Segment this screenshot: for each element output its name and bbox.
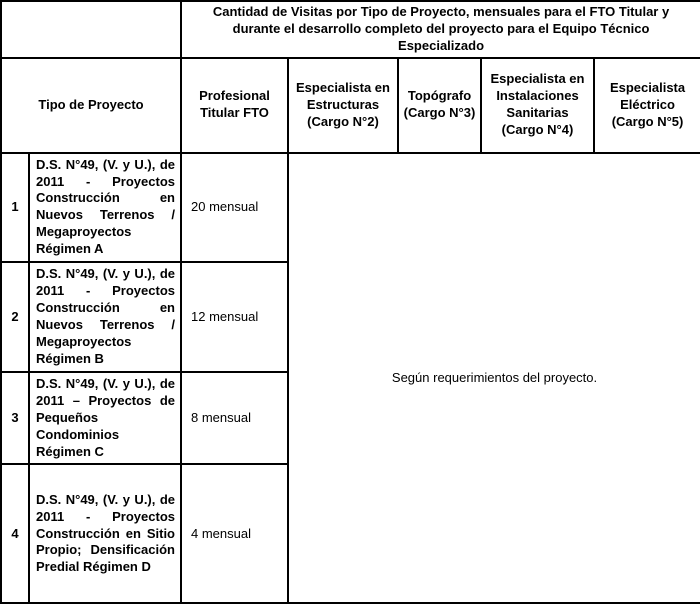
- fto-visits-value: 12 mensual: [181, 262, 288, 372]
- row-number: 3: [1, 372, 29, 464]
- row-number: 2: [1, 262, 29, 372]
- header-topografo: Topógrafo (Cargo N°3): [398, 58, 481, 153]
- merged-requirements-note: Según requerimientos del proyecto.: [288, 153, 700, 604]
- fto-visits-value: 8 mensual: [181, 372, 288, 464]
- header-especialista-electrico: Especialista Eléctrico (Cargo N°5): [594, 58, 700, 153]
- project-description: D.S. N°49, (V. y U.), de 2011 – Proyectos de Pequeños Condominios Régimen C: [29, 372, 181, 464]
- row-number: 1: [1, 153, 29, 262]
- fto-visits-value: 4 mensual: [181, 464, 288, 603]
- project-description: D.S. N°49, (V. y U.), de 2011 - Proyectos Construcción en Nuevos Terrenos / Megaproyectos Régimen A: [29, 153, 181, 262]
- corner-empty-cell: [1, 1, 181, 58]
- project-description: D.S. N°49, (V. y U.), de 2011 - Proyectos Construcción en Nuevos Terrenos / Megaproyectos Régimen B: [29, 262, 181, 372]
- row-number: 4: [1, 464, 29, 603]
- table-title: Cantidad de Visitas por Tipo de Proyecto, mensuales para el FTO Titular y durante el desarrollo completo del proyecto para el Equipo Técnico Especializado: [181, 1, 700, 58]
- fto-visits-value: 20 mensual: [181, 153, 288, 262]
- header-especialista-instalaciones-sanitarias: Especialista en Instalaciones Sanitarias (Cargo N°4): [481, 58, 594, 153]
- table-row: [1, 153, 700, 262]
- header-especialista-estructuras: Especialista en Estructuras (Cargo N°2): [288, 58, 398, 153]
- header-row: [1, 58, 700, 153]
- header-tipo-de-proyecto: Tipo de Proyecto: [1, 58, 181, 153]
- title-row: [1, 1, 700, 58]
- header-profesional-titular-fto: Profesional Titular FTO: [181, 58, 288, 153]
- project-description: D.S. N°49, (V. y U.), de 2011 - Proyectos Construcción en Sitio Propio; Densificación Predial Régimen D: [29, 464, 181, 603]
